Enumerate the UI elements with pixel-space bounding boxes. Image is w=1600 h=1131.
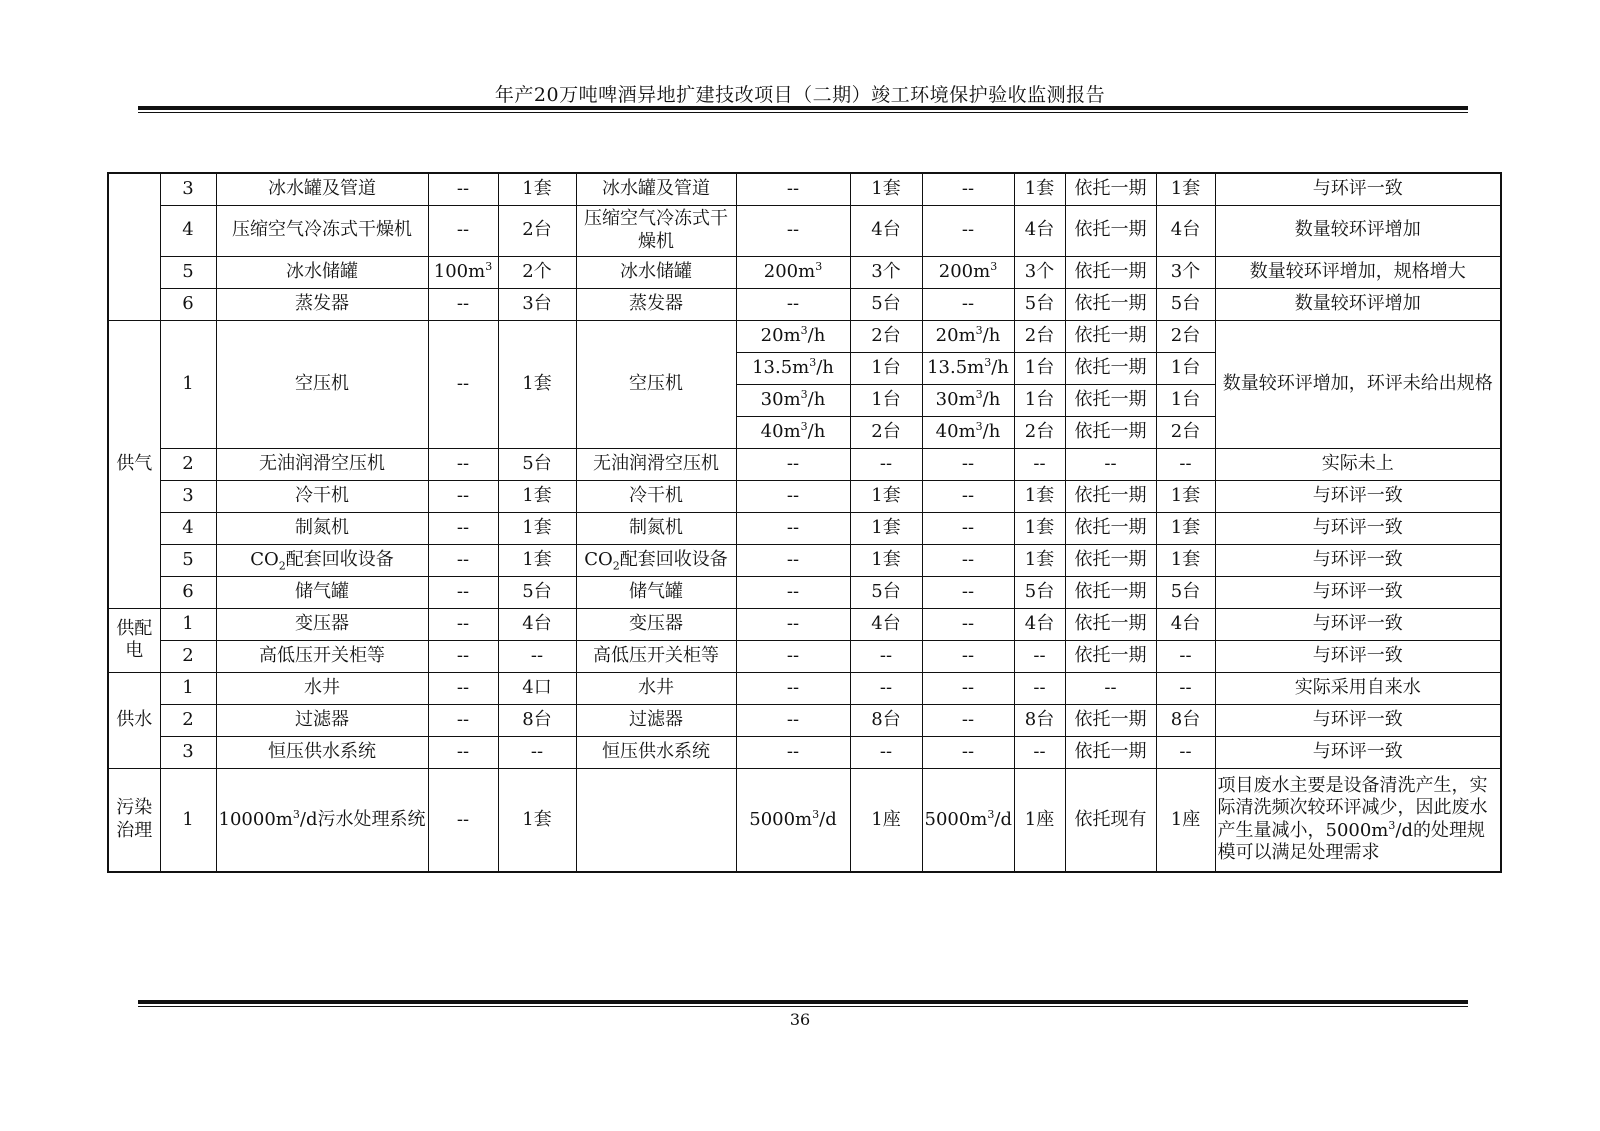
eia-equipment-name: 储气罐 (216, 576, 428, 608)
dependency: 依托一期 (1065, 352, 1156, 384)
actual-spec: -- (736, 576, 850, 608)
row-number: 3 (160, 736, 216, 768)
phase2-quantity: 2台 (1014, 320, 1065, 352)
table-row (108, 173, 1501, 205)
row-number: 5 (160, 256, 216, 288)
eia-spec: -- (428, 480, 498, 512)
row-number: 4 (160, 512, 216, 544)
eia-quantity: 1套 (498, 768, 576, 872)
actual-quantity: -- (850, 736, 922, 768)
actual-spec: -- (736, 448, 850, 480)
eia-equipment-name: 过滤器 (216, 704, 428, 736)
table-row (108, 640, 1501, 672)
actual-spec: $13.5m^3/h$ (736, 352, 850, 384)
phase2-quantity: 5台 (1014, 288, 1065, 320)
eia-spec: -- (428, 448, 498, 480)
table-row (108, 544, 1501, 576)
table-row (108, 320, 1501, 352)
eia-quantity: 8台 (498, 704, 576, 736)
remark: 与环评一致 (1215, 640, 1501, 672)
row-number: 4 (160, 205, 216, 256)
actual-equipment-name: 冰水储罐 (576, 256, 736, 288)
category-cell-blank (108, 173, 160, 320)
eia-quantity: 5台 (498, 448, 576, 480)
phase2-quantity: 8台 (1014, 704, 1065, 736)
row-number: 1 (160, 608, 216, 640)
category-water-supply: 供水 (108, 672, 160, 768)
actual-quantity: 1套 (850, 173, 922, 205)
phase2-quantity: 4台 (1014, 205, 1065, 256)
table-row (108, 576, 1501, 608)
actual-spec: -- (736, 544, 850, 576)
phase2-spec: -- (922, 640, 1014, 672)
table-row (108, 512, 1501, 544)
row-number: 3 (160, 173, 216, 205)
table-row (108, 768, 1501, 872)
table-row (108, 256, 1501, 288)
eia-equipment-name: $CO_2$配套回收设备 (216, 544, 428, 576)
row-number: 3 (160, 480, 216, 512)
total-quantity: 5台 (1156, 288, 1215, 320)
actual-quantity: 2台 (850, 416, 922, 448)
actual-spec: -- (736, 640, 850, 672)
actual-spec: -- (736, 512, 850, 544)
eia-quantity: 1套 (498, 480, 576, 512)
actual-quantity: 1套 (850, 544, 922, 576)
actual-quantity: 5台 (850, 288, 922, 320)
category-gas-supply: 供气 (108, 320, 160, 608)
eia-spec: -- (428, 205, 498, 256)
eia-equipment-name: 恒压供水系统 (216, 736, 428, 768)
table-row (108, 480, 1501, 512)
eia-spec: -- (428, 173, 498, 205)
remark: 数量较环评增加 (1215, 288, 1501, 320)
actual-spec: $30m^3/h$ (736, 384, 850, 416)
actual-quantity: 1台 (850, 384, 922, 416)
phase2-quantity: 5台 (1014, 576, 1065, 608)
total-quantity: 2台 (1156, 320, 1215, 352)
eia-equipment-name: 冷干机 (216, 480, 428, 512)
dependency: 依托一期 (1065, 320, 1156, 352)
actual-quantity: 4台 (850, 205, 922, 256)
dependency: 依托一期 (1065, 704, 1156, 736)
eia-equipment-name: 水井 (216, 672, 428, 704)
total-quantity: 1台 (1156, 384, 1215, 416)
phase2-spec: $30m^3/h$ (922, 384, 1014, 416)
phase2-spec: $20m^3/h$ (922, 320, 1014, 352)
row-number: 2 (160, 448, 216, 480)
remark: 与环评一致 (1215, 704, 1501, 736)
remark: 数量较环评增加，规格增大 (1215, 256, 1501, 288)
eia-quantity: 1套 (498, 173, 576, 205)
actual-quantity: 1台 (850, 352, 922, 384)
actual-quantity: 3个 (850, 256, 922, 288)
phase2-spec: -- (922, 576, 1014, 608)
remark: 与环评一致 (1215, 736, 1501, 768)
actual-quantity: -- (850, 672, 922, 704)
total-quantity: 2台 (1156, 416, 1215, 448)
dependency: 依托一期 (1065, 288, 1156, 320)
row-number: 6 (160, 288, 216, 320)
category-power-distribution: 供配电 (108, 608, 160, 672)
actual-spec: -- (736, 173, 850, 205)
phase2-spec: $40m^3/h$ (922, 416, 1014, 448)
phase2-spec: $13.5m^3/h$ (922, 352, 1014, 384)
dependency: 依托一期 (1065, 576, 1156, 608)
actual-quantity: 1套 (850, 512, 922, 544)
eia-equipment-name: 蒸发器 (216, 288, 428, 320)
eia-quantity: -- (498, 640, 576, 672)
remark: 与环评一致 (1215, 173, 1501, 205)
remark: 与环评一致 (1215, 480, 1501, 512)
table-row (108, 736, 1501, 768)
total-quantity: 1套 (1156, 512, 1215, 544)
table-row (108, 672, 1501, 704)
dependency: 依托一期 (1065, 544, 1156, 576)
actual-equipment-name: 变压器 (576, 608, 736, 640)
actual-spec: $40m^3/h$ (736, 416, 850, 448)
remark: 实际采用自来水 (1215, 672, 1501, 704)
eia-equipment-name: 无油润滑空压机 (216, 448, 428, 480)
phase2-quantity: 1台 (1014, 352, 1065, 384)
phase2-quantity: 1套 (1014, 512, 1065, 544)
table-row (108, 288, 1501, 320)
eia-equipment-name: 空压机 (216, 320, 428, 448)
dependency: 依托一期 (1065, 640, 1156, 672)
total-quantity: 1套 (1156, 173, 1215, 205)
actual-equipment-name: 恒压供水系统 (576, 736, 736, 768)
actual-quantity: 8台 (850, 704, 922, 736)
eia-equipment-name: 冰水罐及管道 (216, 173, 428, 205)
eia-quantity: 4台 (498, 608, 576, 640)
remark: 实际未上 (1215, 448, 1501, 480)
total-quantity: 4台 (1156, 608, 1215, 640)
phase2-spec: -- (922, 288, 1014, 320)
phase2-quantity: 2台 (1014, 416, 1065, 448)
eia-equipment-name: 冰水储罐 (216, 256, 428, 288)
phase2-quantity: 1套 (1014, 173, 1065, 205)
phase2-quantity: 1台 (1014, 384, 1065, 416)
phase2-quantity: -- (1014, 640, 1065, 672)
category-pollution-treatment: 污染治理 (108, 768, 160, 872)
eia-quantity: 1套 (498, 544, 576, 576)
total-quantity: 3个 (1156, 256, 1215, 288)
page-header-title: 年产20万吨啤酒异地扩建技改项目（二期）竣工环境保护验收监测报告 (494, 84, 1106, 106)
actual-equipment-name: 过滤器 (576, 704, 736, 736)
dependency: 依托一期 (1065, 205, 1156, 256)
phase2-spec: -- (922, 448, 1014, 480)
actual-quantity: 5台 (850, 576, 922, 608)
phase2-spec: -- (922, 173, 1014, 205)
row-number: 1 (160, 672, 216, 704)
dependency: -- (1065, 448, 1156, 480)
actual-quantity: 1座 (850, 768, 922, 872)
phase2-quantity: 1套 (1014, 480, 1065, 512)
actual-quantity: 1套 (850, 480, 922, 512)
remark: 数量较环评增加，环评未给出规格 (1215, 320, 1501, 448)
eia-quantity: 3台 (498, 288, 576, 320)
phase2-spec: -- (922, 512, 1014, 544)
actual-spec: -- (736, 480, 850, 512)
phase2-quantity: 3个 (1014, 256, 1065, 288)
phase2-quantity: -- (1014, 736, 1065, 768)
actual-equipment-name: 高低压开关柜等 (576, 640, 736, 672)
eia-spec: -- (428, 640, 498, 672)
dependency: 依托一期 (1065, 173, 1156, 205)
actual-equipment-name: 冰水罐及管道 (576, 173, 736, 205)
total-quantity: 1座 (1156, 768, 1215, 872)
dependency: -- (1065, 672, 1156, 704)
remark: 与环评一致 (1215, 576, 1501, 608)
eia-equipment-name: 制氮机 (216, 512, 428, 544)
dependency: 依托一期 (1065, 608, 1156, 640)
phase2-spec: $200m^3$ (922, 256, 1014, 288)
remark: 与环评一致 (1215, 512, 1501, 544)
phase2-spec: -- (922, 672, 1014, 704)
actual-quantity: -- (850, 448, 922, 480)
eia-equipment-name: 高低压开关柜等 (216, 640, 428, 672)
phase2-quantity: -- (1014, 672, 1065, 704)
total-quantity: -- (1156, 672, 1215, 704)
actual-spec: $200m^3$ (736, 256, 850, 288)
eia-spec: -- (428, 704, 498, 736)
actual-equipment-name: 冷干机 (576, 480, 736, 512)
phase2-spec: -- (922, 544, 1014, 576)
actual-equipment-name: 空压机 (576, 320, 736, 448)
actual-spec: $20m^3/h$ (736, 320, 850, 352)
row-number: 2 (160, 640, 216, 672)
eia-spec: -- (428, 544, 498, 576)
total-quantity: -- (1156, 640, 1215, 672)
actual-spec: -- (736, 736, 850, 768)
phase2-spec: -- (922, 736, 1014, 768)
row-number: 2 (160, 704, 216, 736)
total-quantity: 1套 (1156, 544, 1215, 576)
eia-spec: -- (428, 576, 498, 608)
eia-spec: -- (428, 672, 498, 704)
row-number: 1 (160, 768, 216, 872)
total-quantity: 8台 (1156, 704, 1215, 736)
eia-equipment-name: 变压器 (216, 608, 428, 640)
eia-spec: -- (428, 608, 498, 640)
table-row (108, 205, 1501, 256)
total-quantity: 1套 (1156, 480, 1215, 512)
actual-spec: -- (736, 672, 850, 704)
total-quantity: 1台 (1156, 352, 1215, 384)
footer-rule-thick (138, 1000, 1468, 1004)
eia-equipment-name: $10000m^3/d$污水处理系统 (216, 768, 428, 872)
phase2-spec: -- (922, 608, 1014, 640)
dependency: 依托一期 (1065, 256, 1156, 288)
actual-spec: $5000m^3/d$ (736, 768, 850, 872)
total-quantity: -- (1156, 736, 1215, 768)
eia-quantity: 2个 (498, 256, 576, 288)
eia-spec: -- (428, 512, 498, 544)
actual-equipment-name: $CO_2$配套回收设备 (576, 544, 736, 576)
remark: 数量较环评增加 (1215, 205, 1501, 256)
phase2-quantity: -- (1014, 448, 1065, 480)
dependency: 依托现有 (1065, 768, 1156, 872)
total-quantity: 4台 (1156, 205, 1215, 256)
dependency: 依托一期 (1065, 416, 1156, 448)
phase2-quantity: 1座 (1014, 768, 1065, 872)
eia-quantity: 5台 (498, 576, 576, 608)
phase2-spec: -- (922, 480, 1014, 512)
actual-spec: -- (736, 608, 850, 640)
actual-equipment-name (576, 768, 736, 872)
remark: 与环评一致 (1215, 608, 1501, 640)
row-number: 5 (160, 544, 216, 576)
actual-spec: -- (736, 704, 850, 736)
actual-equipment-name: 制氮机 (576, 512, 736, 544)
header-rule-thin (138, 112, 1468, 113)
actual-equipment-name: 储气罐 (576, 576, 736, 608)
remark: 与环评一致 (1215, 544, 1501, 576)
phase2-spec: -- (922, 205, 1014, 256)
phase2-quantity: 4台 (1014, 608, 1065, 640)
actual-quantity: 4台 (850, 608, 922, 640)
table-row (108, 448, 1501, 480)
eia-spec: -- (428, 768, 498, 872)
eia-spec: -- (428, 288, 498, 320)
actual-equipment-name: 无油润滑空压机 (576, 448, 736, 480)
phase2-spec: -- (922, 704, 1014, 736)
phase2-spec: $5000m^3/d$ (922, 768, 1014, 872)
actual-equipment-name: 蒸发器 (576, 288, 736, 320)
dependency: 依托一期 (1065, 736, 1156, 768)
eia-quantity: 2台 (498, 205, 576, 256)
phase2-quantity: 1套 (1014, 544, 1065, 576)
eia-quantity: -- (498, 736, 576, 768)
header-rule-thick (138, 106, 1468, 110)
actual-quantity: -- (850, 640, 922, 672)
eia-spec: -- (428, 320, 498, 448)
dependency: 依托一期 (1065, 512, 1156, 544)
row-number: 1 (160, 320, 216, 448)
remark: 项目废水主要是设备清洗产生，实际清洗频次较环评减少，因此废水产生量减小，$5000m^3/d$的处理规模可以满足处理需求 (1215, 768, 1501, 872)
eia-quantity: 1套 (498, 512, 576, 544)
total-quantity: -- (1156, 448, 1215, 480)
table-row (108, 608, 1501, 640)
page-number: 36 (789, 1010, 811, 1029)
eia-equipment-name: 压缩空气冷冻式干燥机 (216, 205, 428, 256)
eia-quantity: 4口 (498, 672, 576, 704)
dependency: 依托一期 (1065, 480, 1156, 512)
equipment-table (107, 172, 1502, 873)
actual-spec: -- (736, 205, 850, 256)
total-quantity: 5台 (1156, 576, 1215, 608)
dependency: 依托一期 (1065, 384, 1156, 416)
footer-rule-thin (138, 1006, 1468, 1007)
actual-equipment-name: 压缩空气冷冻式干燥机 (576, 205, 736, 256)
eia-spec: $100m^3$ (428, 256, 498, 288)
actual-quantity: 2台 (850, 320, 922, 352)
actual-spec: -- (736, 288, 850, 320)
table-row (108, 704, 1501, 736)
eia-spec: -- (428, 736, 498, 768)
row-number: 6 (160, 576, 216, 608)
actual-equipment-name: 水井 (576, 672, 736, 704)
eia-quantity: 1套 (498, 320, 576, 448)
